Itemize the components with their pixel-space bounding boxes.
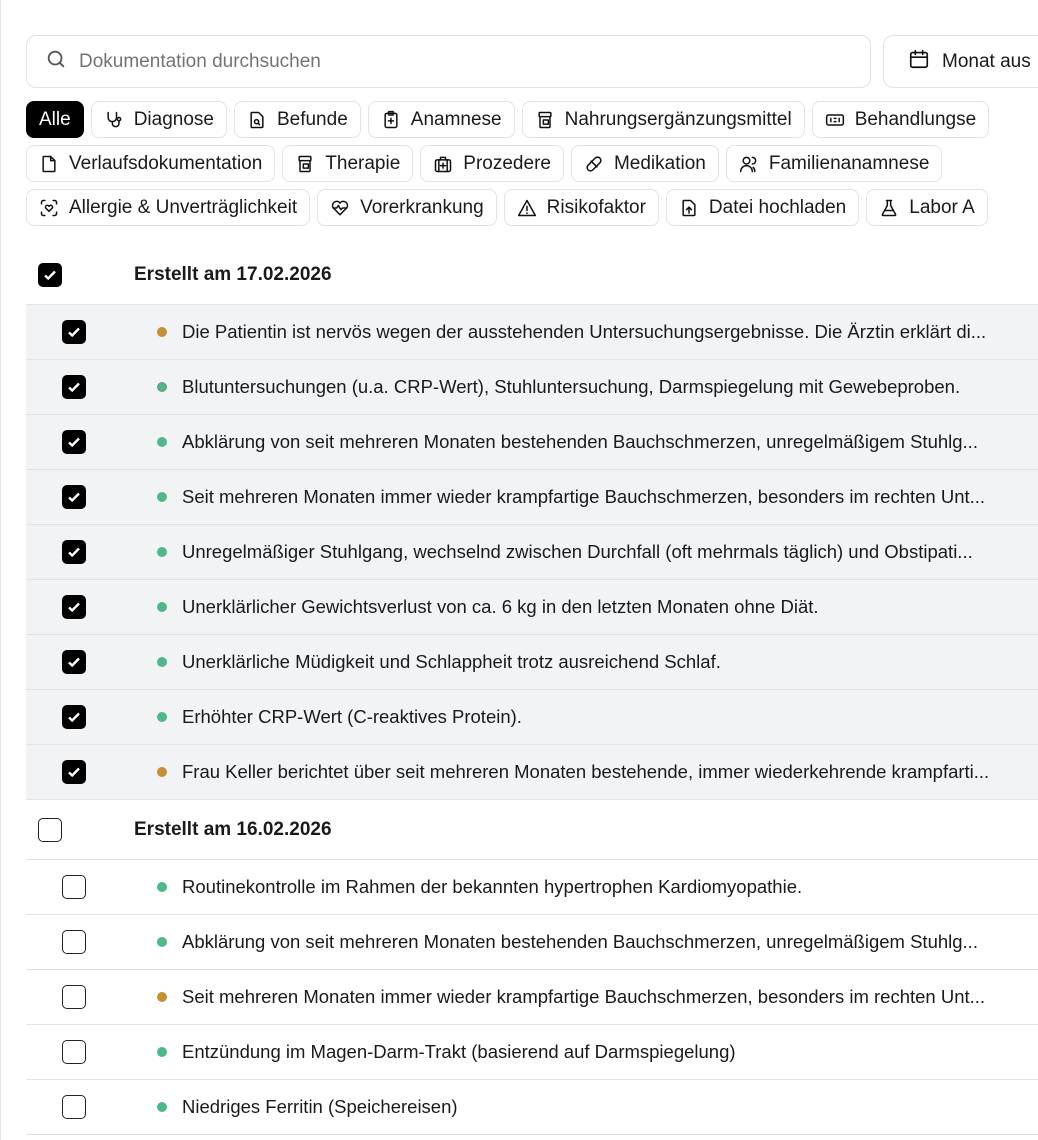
item-checkbox[interactable] (62, 985, 86, 1009)
month-select-label: Monat aus (942, 50, 1031, 72)
pill-bottle-icon (535, 110, 555, 130)
item-text: Frau Keller berichtet über seit mehreren Monaten bestehende, immer wiederkehrende krampfarti... (182, 761, 990, 782)
flask-icon (879, 198, 899, 218)
users-icon (739, 154, 759, 174)
status-dot (157, 1047, 167, 1057)
filter-chip-label: Behandlungse (854, 108, 977, 130)
filter-chip-label: Labor A (909, 196, 975, 218)
filter-chip-familienanamnese[interactable] (726, 145, 943, 182)
status-dot (157, 602, 167, 612)
list-item[interactable] (26, 970, 1038, 1025)
filter-chip-label: Verlaufsdokumentation (69, 152, 263, 174)
item-text: Unregelmäßiger Stuhlgang, wechselnd zwischen Durchfall (oft mehrmals täglich) und Obstipati... (182, 541, 973, 562)
status-dot (157, 882, 167, 892)
scan-heart-icon (39, 198, 59, 218)
date-group (26, 800, 1038, 1135)
list-item[interactable] (26, 415, 1038, 470)
item-text: Seit mehreren Monaten immer wieder krampfartige Bauchschmerzen, besonders im rechten Unt... (182, 486, 986, 507)
item-text: Blutuntersuchungen (u.a. CRP-Wert), Stuhluntersuchung, Darmspiegelung mit Gewebeproben. (182, 376, 961, 397)
item-checkbox[interactable] (62, 930, 86, 954)
status-dot (157, 992, 167, 1002)
filter-chip-prozedere[interactable] (420, 145, 564, 182)
filter-chip-label: Alle (39, 108, 71, 130)
group-header (26, 245, 1038, 305)
status-dot (157, 767, 167, 777)
status-dot (157, 327, 167, 337)
item-text: Abklärung von seit mehreren Monaten bestehenden Bauchschmerzen, unregelmäßigem Stuhlg... (182, 431, 978, 452)
list-item[interactable] (26, 470, 1038, 525)
list-item[interactable] (26, 580, 1038, 635)
list-item[interactable] (26, 360, 1038, 415)
group-checkbox[interactable] (38, 818, 62, 842)
list-item[interactable] (26, 1080, 1038, 1135)
status-dot (157, 547, 167, 557)
item-text: Unerklärliche Müdigkeit und Schlappheit trotz ausreichend Schlaf. (182, 651, 721, 672)
status-dot (157, 492, 167, 502)
item-text: Niedriges Ferritin (Speichereisen) (182, 1096, 458, 1117)
month-select-button[interactable] (883, 35, 1038, 88)
filter-chips (26, 101, 1038, 233)
filter-row (26, 145, 1038, 182)
item-text: Abklärung von seit mehreren Monaten bestehenden Bauchschmerzen, unregelmäßigem Stuhlg... (182, 931, 978, 952)
item-checkbox[interactable] (62, 650, 86, 674)
filter-chip-datei-hochladen[interactable] (666, 189, 859, 226)
list-item[interactable] (26, 690, 1038, 745)
list-item[interactable] (26, 635, 1038, 690)
file-search-icon (247, 110, 267, 130)
item-text: Entzündung im Magen-Darm-Trakt (basierend auf Darmspiegelung) (182, 1041, 736, 1062)
clipboard-plus-icon (381, 110, 401, 130)
status-dot (157, 437, 167, 447)
item-text: Seit mehreren Monaten immer wieder krampfartige Bauchschmerzen, besonders im rechten Unt... (182, 986, 986, 1007)
heart-pulse-icon (330, 198, 350, 218)
item-checkbox[interactable] (62, 320, 86, 344)
file-icon (39, 154, 59, 174)
item-text: Unerklärlicher Gewichtsverlust von ca. 6 kg in den letzten Monaten ohne Diät. (182, 596, 819, 617)
warning-icon (517, 198, 537, 218)
item-checkbox[interactable] (62, 595, 86, 619)
pill-icon (584, 154, 604, 174)
item-text: Routinekontrolle im Rahmen der bekannten hypertrophen Kardiomyopathie. (182, 876, 803, 897)
filter-chip-label: Anamnese (410, 108, 502, 130)
search-icon (45, 48, 67, 75)
item-text: Die Patientin ist nervös wegen der ausstehenden Untersuchungsergebnisse. Die Ärztin erklärt di... (182, 321, 987, 342)
filter-chip-label: Befunde (276, 108, 348, 130)
item-checkbox[interactable] (62, 430, 86, 454)
filter-chip-risikofaktor[interactable] (504, 189, 659, 226)
ticket-icon (825, 110, 845, 130)
filter-row (26, 101, 1038, 138)
status-dot (157, 712, 167, 722)
filter-chip-medikation[interactable] (571, 145, 719, 182)
stethoscope-icon (104, 110, 124, 130)
group-header (26, 800, 1038, 860)
date-group (26, 245, 1038, 800)
status-dot (157, 657, 167, 667)
filter-chip-alle[interactable] (26, 101, 84, 138)
filter-chip-nahrungsergänzungsmittel[interactable] (522, 101, 805, 138)
item-checkbox[interactable] (62, 375, 86, 399)
filter-chip-vorerkrankung[interactable] (317, 189, 497, 226)
filter-chip-label: Risikofaktor (546, 196, 646, 218)
filter-chip-label: Vorerkrankung (360, 196, 484, 218)
filter-chip-label: Nahrungsergänzungsmittel (564, 108, 792, 130)
item-checkbox[interactable] (62, 760, 86, 784)
pill-bottle-icon (295, 154, 315, 174)
item-text: Erhöhter CRP-Wert (C-reaktives Protein). (182, 706, 522, 727)
filter-chip-label: Prozedere (463, 152, 551, 174)
item-checkbox[interactable] (62, 1040, 86, 1064)
list-item[interactable] (26, 305, 1038, 360)
filter-chip-label: Familienanamnese (768, 152, 930, 174)
filter-chip-label: Datei hochladen (708, 196, 847, 218)
item-checkbox[interactable] (62, 1095, 86, 1119)
list-item[interactable] (26, 915, 1038, 970)
search-input[interactable] (79, 51, 870, 73)
status-dot (157, 382, 167, 392)
filter-chip-allergie-unverträglichkeit[interactable] (26, 189, 310, 226)
documentation-list (26, 245, 1038, 1135)
calendar-icon (908, 48, 930, 76)
item-checkbox[interactable] (62, 875, 86, 899)
filter-chip-label: Diagnose (133, 108, 214, 130)
filter-row (26, 189, 1038, 226)
filter-chip-label: Allergie & Unverträglichkeit (69, 196, 298, 218)
filter-chip-befunde[interactable] (234, 101, 361, 138)
list-item[interactable] (26, 525, 1038, 580)
status-dot (157, 1102, 167, 1112)
list-item[interactable] (26, 860, 1038, 915)
filter-chip-therapie[interactable] (282, 145, 413, 182)
briefcase-medical-icon (433, 154, 453, 174)
list-item[interactable] (26, 745, 1038, 800)
group-title: Erstellt am 17.02.2026 (134, 263, 332, 285)
group-checkbox[interactable] (38, 263, 62, 287)
filter-chip-labor-a[interactable] (866, 189, 988, 226)
filter-chip-label: Medikation (613, 152, 706, 174)
item-checkbox[interactable] (62, 485, 86, 509)
group-title: Erstellt am 16.02.2026 (134, 818, 332, 840)
filter-chip-behandlungse[interactable] (812, 101, 990, 138)
filter-chip-anamnese[interactable] (368, 101, 515, 138)
filter-chip-label: Therapie (325, 152, 401, 174)
item-checkbox[interactable] (62, 705, 86, 729)
status-dot (157, 937, 167, 947)
filter-chip-verlaufsdokumentation[interactable] (26, 145, 275, 182)
file-upload-icon (679, 198, 699, 218)
list-item[interactable] (26, 1025, 1038, 1080)
filter-chip-diagnose[interactable] (91, 101, 227, 138)
item-checkbox[interactable] (62, 540, 86, 564)
search-field[interactable] (26, 35, 871, 88)
